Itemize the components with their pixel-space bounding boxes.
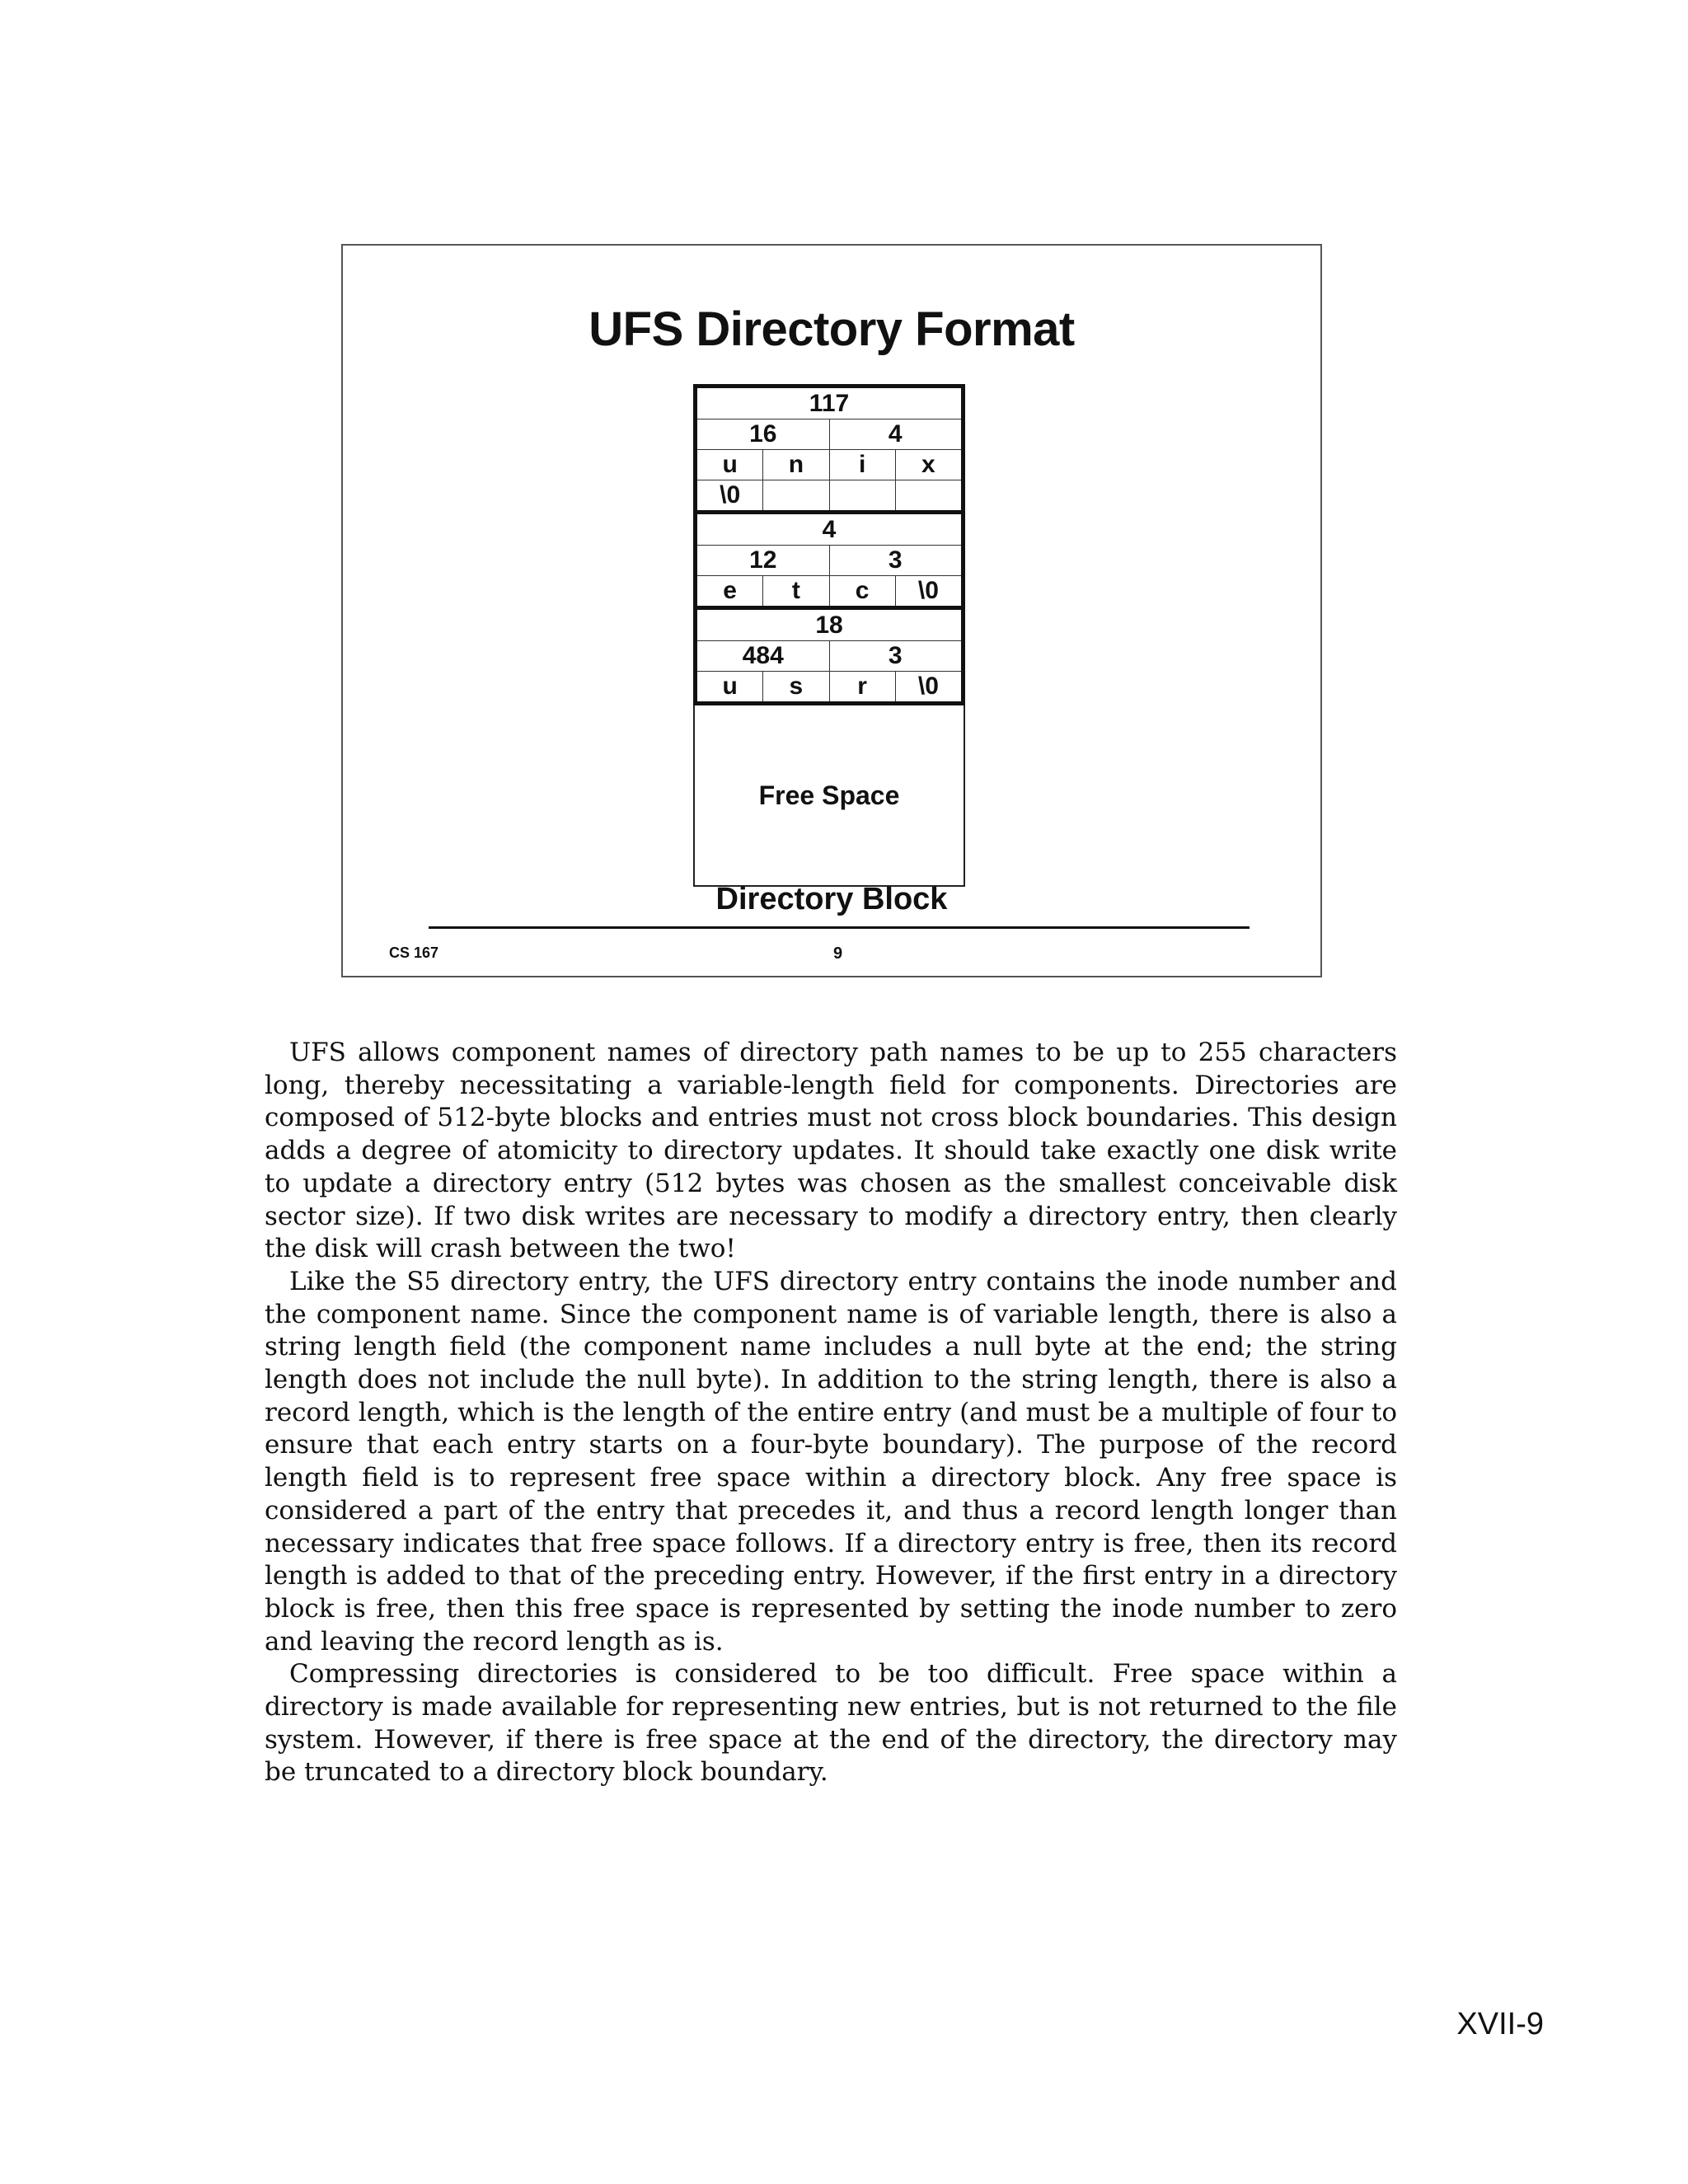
inode-number: 117	[809, 389, 850, 417]
name-char: \0	[895, 576, 961, 606]
name-char: x	[895, 450, 961, 480]
name-char	[829, 480, 895, 510]
record-length: 12	[749, 546, 777, 574]
slide-title: UFS Directory Format	[588, 302, 1075, 356]
name-char: n	[762, 450, 828, 480]
directory-entry-etc	[693, 510, 965, 610]
name-char	[762, 480, 828, 510]
slide-number: 9	[833, 944, 843, 963]
name-char: e	[723, 577, 737, 604]
name-char: t	[762, 576, 828, 606]
name-char	[895, 480, 961, 510]
directory-block-caption: Directory Block	[715, 882, 948, 916]
paragraph: Compressing directories is considered to be too difficult. Free space within a directory is made available for representing new entries, but is not returned to the file system. However, if there is free space at the end of the directory, the directory may be truncated to a directory block boundary.	[265, 1659, 1397, 1788]
paragraph: Like the S5 directory entry, the UFS directory entry contains the inode number and the component name. Since the component name is of variable length, there is also a string length field (the component name includes a null byte at the end; the string length does not include the null byte). In addition to the string length, there is also a record length, which is the length of the entire entry (and must be a multiple of four to ensure that each entry starts on a four-byte boundary). The purpose of the record length field is to represent free space within a directory block. Any free space is considered a part of the entry that precedes it, and thus a record length longer than necessary indicates that free space follows. If a directory entry is free, then its record length is added to that of the preceding entry. However, if the first entry in a directory block is free, then this free space is represented by setting the inode number to zero and leaving the record length as is.	[265, 1266, 1397, 1657]
paragraph: UFS allows component names of directory path names to be up to 255 characters long, thereby necessitating a variable-length field for components. Directories are composed of 512-byte blocks and entries must not cross block boundaries. This design adds a degree of atomicity to directory updates. It should take exactly one disk write to update a directory entry (512 bytes was chosen as the smallest conceivable disk sector size). If two disk writes are necessary to modify a directory entry, then clearly the disk will crash between the two!	[265, 1038, 1397, 1264]
record-length: 16	[749, 420, 777, 448]
string-length: 3	[829, 546, 962, 575]
inode-number: 18	[815, 611, 843, 639]
body-text	[265, 1037, 1397, 1789]
slide-figure	[341, 244, 1322, 977]
name-char: i	[829, 450, 895, 480]
directory-block-diagram	[693, 384, 965, 887]
name-char: s	[762, 672, 828, 701]
name-char: c	[829, 576, 895, 606]
slide-course-label: CS 167	[389, 944, 439, 961]
free-space-label: Free Space	[758, 780, 900, 810]
page-number: XVII-9	[1456, 2007, 1544, 2041]
directory-entry-unix	[693, 384, 965, 514]
name-char: u	[722, 673, 738, 700]
directory-entry-usr	[693, 606, 965, 705]
name-char: u	[722, 451, 738, 478]
string-length: 4	[829, 419, 962, 449]
slide-divider	[429, 926, 1250, 929]
string-length: 3	[829, 641, 962, 671]
name-char: \0	[895, 672, 961, 701]
name-char: \0	[720, 481, 741, 509]
inode-number: 4	[822, 515, 837, 543]
name-char: r	[829, 672, 895, 701]
record-length: 484	[742, 642, 784, 669]
